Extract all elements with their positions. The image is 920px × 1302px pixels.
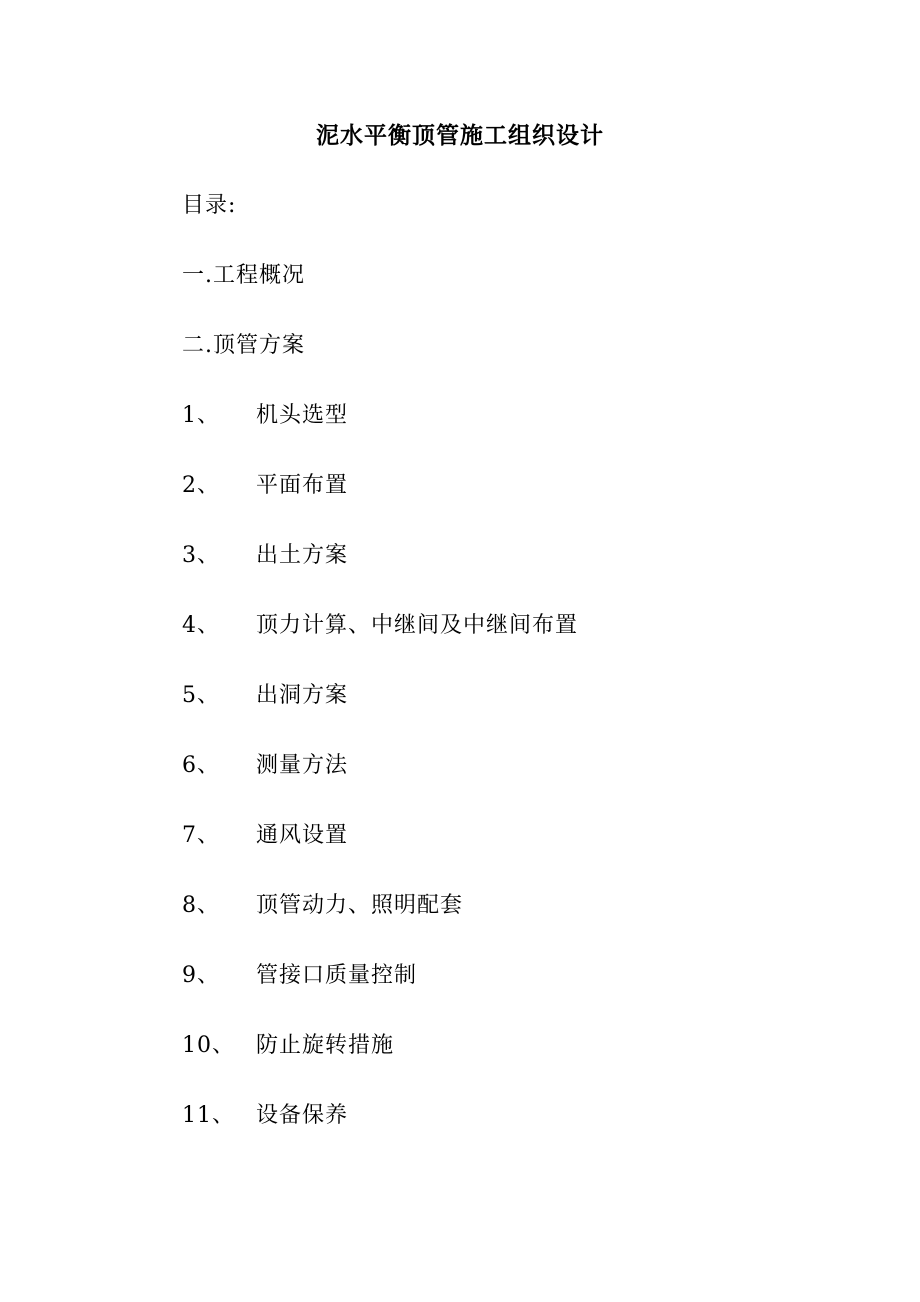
toc-item	[182, 1098, 822, 1168]
document-title: 泥水平衡顶管施工组织设计	[316, 122, 604, 149]
toc-item	[182, 958, 822, 1028]
toc-section-number: 二.	[182, 333, 213, 358]
toc-item	[182, 888, 822, 958]
toc-item	[182, 1028, 822, 1098]
toc-item-text: 顶力计算、中继间及中继间布置	[256, 613, 579, 638]
toc-item-number: 8、	[182, 893, 220, 918]
toc-item	[182, 678, 822, 748]
toc-item-number: 1、	[182, 403, 220, 428]
toc-item-text: 通风设置	[256, 823, 349, 848]
toc-item-text: 出土方案	[256, 543, 349, 568]
toc-item-number: 2、	[182, 473, 220, 498]
table-of-contents	[182, 258, 822, 1168]
toc-item-number: 5、	[182, 683, 220, 708]
toc-item-text: 机头选型	[256, 403, 349, 428]
toc-item	[182, 608, 822, 678]
toc-item-number: 3、	[182, 543, 220, 568]
toc-section-text: 工程概况	[213, 263, 306, 288]
toc-item-text: 防止旋转措施	[256, 1033, 395, 1058]
toc-item-number: 9、	[182, 963, 220, 988]
toc-item	[182, 398, 822, 468]
toc-item	[182, 748, 822, 818]
toc-item-text: 测量方法	[256, 753, 349, 778]
toc-item-number: 7、	[182, 823, 220, 848]
toc-item-text: 设备保养	[256, 1103, 349, 1128]
toc-item-number: 4、	[182, 613, 220, 638]
toc-section-text: 顶管方案	[213, 333, 306, 358]
toc-item-number: 6、	[182, 753, 220, 778]
toc-section	[182, 258, 822, 328]
toc-item-text: 管接口质量控制	[256, 963, 418, 988]
toc-item-number: 10、	[182, 1033, 235, 1058]
toc-item-text: 出洞方案	[256, 683, 349, 708]
toc-item	[182, 538, 822, 608]
toc-item	[182, 468, 822, 538]
toc-item-text: 平面布置	[256, 473, 349, 498]
toc-item	[182, 818, 822, 888]
toc-item-number: 11、	[182, 1103, 235, 1128]
toc-label: 目录:	[182, 193, 237, 218]
toc-section	[182, 328, 822, 398]
toc-section-number: 一.	[182, 263, 213, 288]
toc-item-text: 顶管动力、照明配套	[256, 893, 464, 918]
